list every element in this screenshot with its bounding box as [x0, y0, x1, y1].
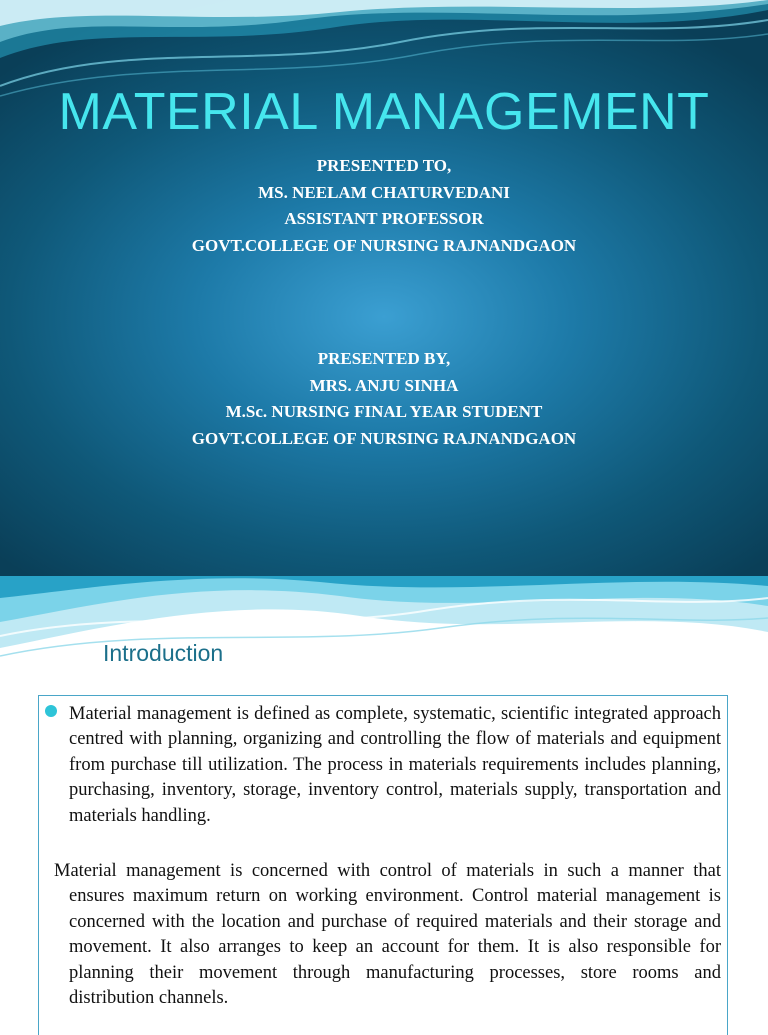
- presented-to-label: PRESENTED TO,: [316, 156, 452, 175]
- body-paragraph: Material management is concerned with control of materials in such a manner that ensures maximum return on working environment. Control material management is concerned with the location and purchase of required materials and their storage and movement. It also arranges to keep an account for them. It is also responsible for planning their movement through manufacturing processes, store rooms and distribution channels.: [54, 861, 721, 1009]
- presented-by-block: [0, 346, 768, 452]
- section-heading: Introduction: [103, 640, 224, 666]
- presented-to-name: MS. NEELAM CHATURVEDANI: [258, 182, 510, 202]
- presented-to-role: ASSISTANT PROFESSOR: [284, 209, 484, 228]
- presented-to-block: [0, 153, 768, 259]
- bullet-icon: [45, 705, 57, 717]
- presented-by-role: M.Sc. NURSING FINAL YEAR STUDENT: [225, 402, 543, 421]
- presented-by-label: PRESENTED BY,: [317, 349, 451, 368]
- presented-by-institution: GOVT.COLLEGE OF NURSING RAJNANDGAON: [191, 428, 577, 448]
- slide-title: MATERIAL MANAGEMENT: [58, 83, 710, 141]
- presented-to-institution: GOVT.COLLEGE OF NURSING RAJNANDGAON: [191, 235, 577, 255]
- bullet-paragraph: Material management is defined as complete, systematic, scientific integrated approach centred with planning, organizing and controlling the flow of materials and equipment from purchase till utilization. The process in materials requirements includes planning, purchasing, inventory, storage, inventory control, materials supply, transportation and materials handling.: [69, 704, 721, 826]
- presented-by-name: MRS. ANJU SINHA: [309, 375, 459, 395]
